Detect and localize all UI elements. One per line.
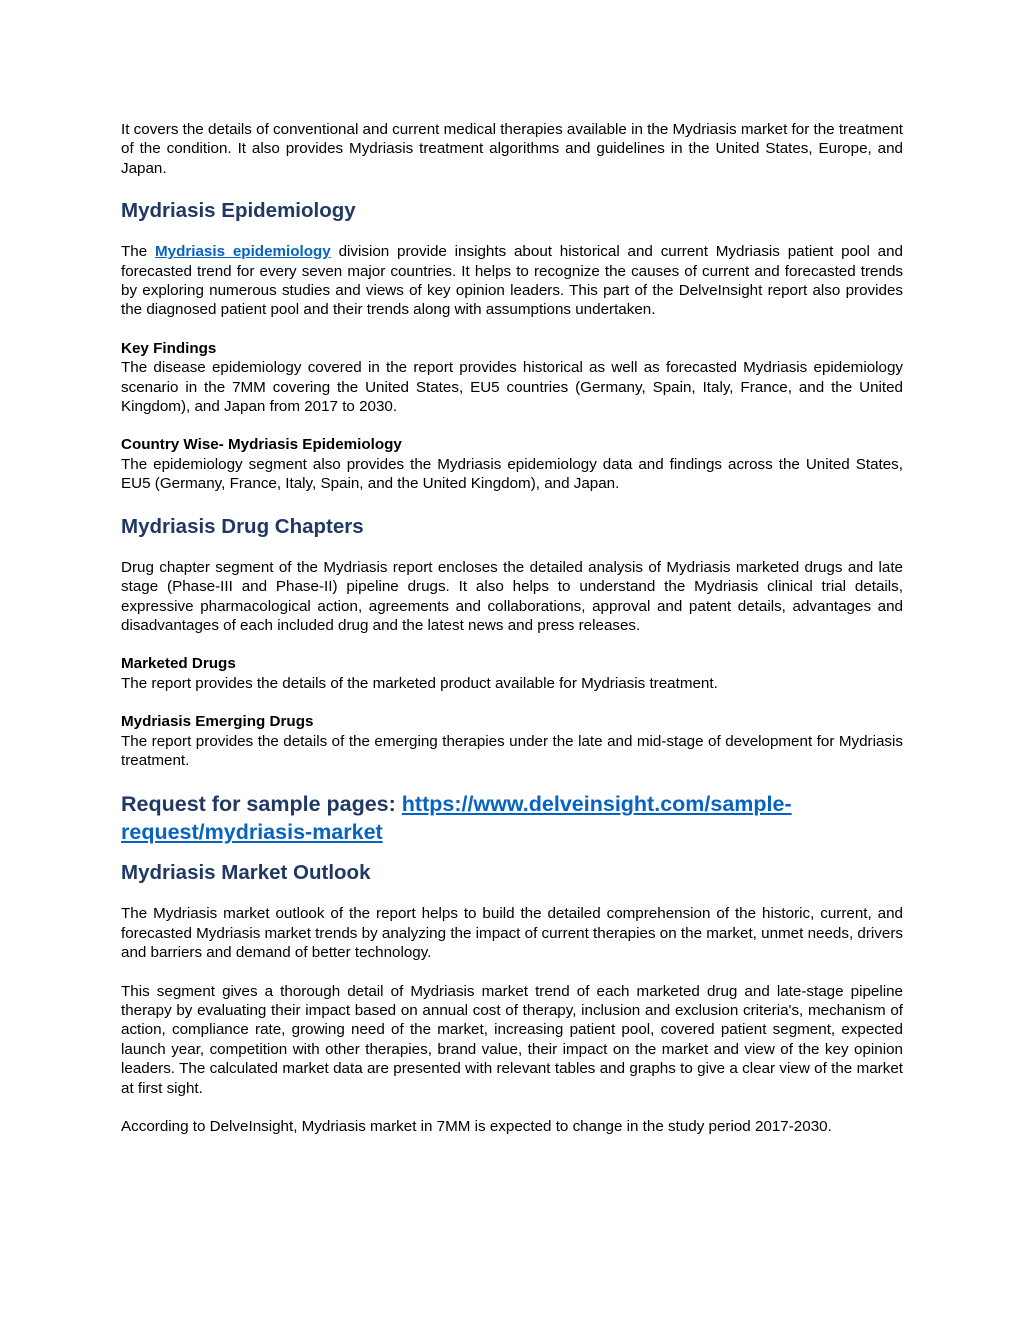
- market-outlook-paragraph-3: According to DelveInsight, Mydriasis market in 7MM is expected to change in the study period 2017-2030.: [121, 1118, 832, 1135]
- country-wise-heading: Country Wise- Mydriasis Epidemiology: [121, 436, 402, 454]
- sample-request-block: [121, 790, 903, 846]
- drug-chapters-heading: Mydriasis Drug Chapters: [121, 514, 364, 538]
- epidemiology-heading: Mydriasis Epidemiology: [121, 199, 356, 223]
- market-outlook-paragraph-2: This segment gives a thorough detail of Mydriasis market trend of each marketed drug and late-stage pipeline therapy by evaluating their impact based on annual cost of therapy, inclusion and exclusion criteria's, mechanism of action, compliance rate, growing need of the market, increasing patient pool, covered patient segment, expected launch year, competition with other therapies, brand value, their impact on the market and view of the key opinion leaders. The calculated market data are presented with relevant tables and graphs to give a clear view of the market at first sight.: [121, 982, 903, 1097]
- sample-request-link-part2[interactable]: request/mydriasis-market: [121, 820, 383, 845]
- market-outlook-heading: Mydriasis Market Outlook: [121, 861, 371, 885]
- epidemiology-paragraph: [121, 242, 903, 320]
- intro-paragraph: It covers the details of conventional and current medical therapies available in the Mydriasis market for the treatment of the condition. It also provides Mydriasis treatment algorithms and guidelines in the United States, Europe, and Japan.: [121, 121, 903, 177]
- country-wise-paragraph: The epidemiology segment also provides the Mydriasis epidemiology data and findings across the United States, EU5 (Germany, France, Italy, Spain, and the United Kingdom), and Japan.: [121, 455, 903, 493]
- sample-request-label: Request for sample pages:: [121, 792, 402, 817]
- key-findings-heading: Key Findings: [121, 339, 217, 357]
- epidemiology-paragraph-prefix: The: [121, 243, 155, 261]
- document-page: [121, 120, 903, 1136]
- drug-chapters-paragraph: Drug chapter segment of the Mydriasis report encloses the detailed analysis of Mydriasis marketed drugs and late stage (Phase-III and Phase-II) pipeline drugs. It also helps to understand the Mydriasis clinical trial details, expressive pharmacological action, agreements and collaborations, approval and patent details, advantages and disadvantages of each included drug and the latest news and press releases.: [121, 558, 903, 634]
- emerging-drugs-paragraph: The report provides the details of the emerging therapies under the late and mid-stage of development for Mydriasis treatment.: [121, 732, 903, 769]
- epidemiology-paragraph-suffix: division provide insights about historical and current Mydriasis patient pool and forecasted trend for every seven major countries. It helps to recognize the causes of current and forecasted trends by exploring numerous studies and views of key opinion leaders. This part of the DelveInsight report also provides the diagnosed patient pool and their trends along with assumptions undertaken.: [121, 243, 903, 319]
- key-findings-paragraph: The disease epidemiology covered in the report provides historical as well as forecasted Mydriasis epidemiology scenario in the 7MM covering the United States, EU5 countries (Germany, Spain, Italy, France, and the United Kingdom), and Japan from 2017 to 2030.: [121, 359, 903, 416]
- epidemiology-link[interactable]: Mydriasis epidemiology: [154, 243, 331, 261]
- sample-request-link-part1[interactable]: https://www.delveinsight.com/sample-: [401, 792, 792, 817]
- market-outlook-paragraph-1: The Mydriasis market outlook of the report helps to build the detailed comprehension of the historic, current, and forecasted Mydriasis market trends by analyzing the impact of current therapies on the market, unmet needs, drivers and barriers and demand of better technology.: [121, 905, 903, 962]
- marketed-drugs-heading: Marketed Drugs: [121, 655, 236, 673]
- emerging-drugs-heading: Mydriasis Emerging Drugs: [121, 713, 314, 731]
- marketed-drugs-paragraph: The report provides the details of the marketed product available for Mydriasis treatment.: [121, 674, 718, 692]
